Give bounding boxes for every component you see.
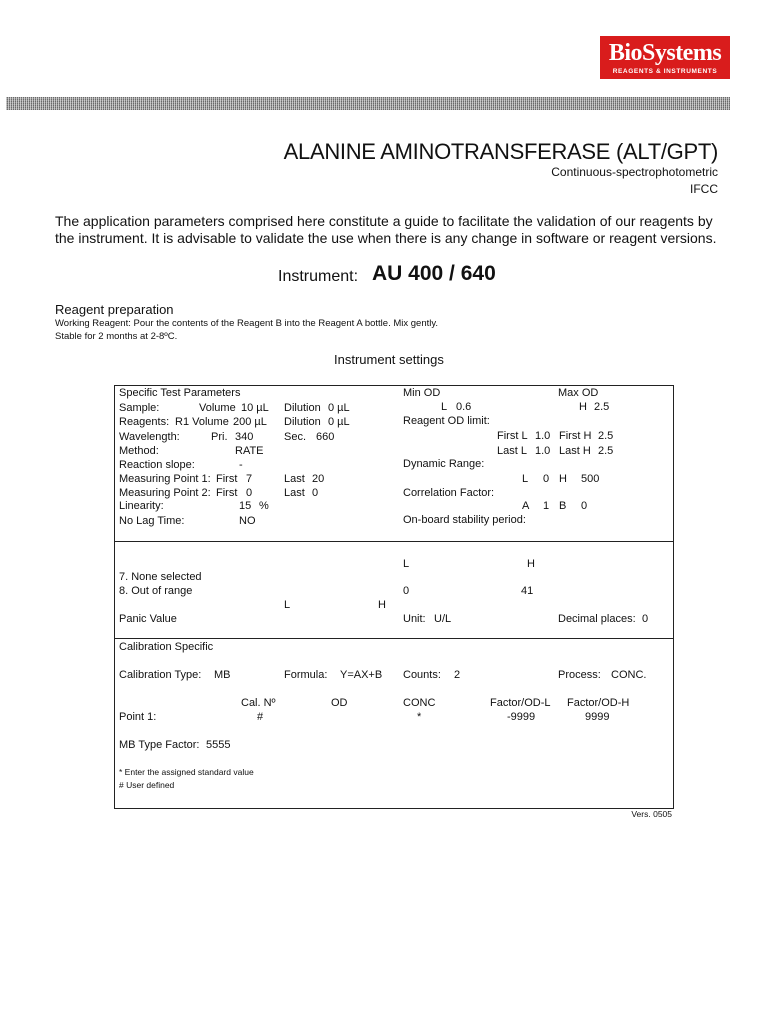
mp1-last-label: Last [284, 473, 305, 485]
dynamic-l: 0 [543, 473, 550, 485]
first-l-label: First L [497, 430, 528, 442]
option-out-of-range: 8. Out of range [119, 585, 193, 597]
last-l-label: Last L [497, 445, 527, 457]
dynamic-range-label: Dynamic Range: [403, 458, 485, 470]
stability-label: On-board stability period: [403, 514, 526, 526]
instrument-label: Instrument: [278, 268, 359, 285]
first-l: 1.0 [535, 430, 551, 442]
col-factor-h: Factor/OD-H [567, 697, 630, 709]
slope-label: Reaction slope: [119, 459, 195, 471]
process-value: CONC. [611, 669, 647, 681]
panic-value-label: Panic Value [119, 613, 177, 625]
min-od-l-label: L [441, 401, 448, 413]
intro-paragraph: The application parameters comprised here constitute a guide to facilitate the validation of our reagents by the instrument. It is advisable to validate the use when there is any change in software or reagent versions. [55, 213, 717, 246]
mb-factor-label: MB Type Factor: [119, 739, 200, 751]
correlation-a: 1 [543, 500, 550, 512]
mb-factor-value: 5555 [206, 739, 231, 751]
nolag-label: No Lag Time: [119, 515, 185, 527]
r1-volume-label: R1 Volume [175, 416, 229, 428]
table-divider-2 [114, 638, 674, 639]
max-od-label: Max OD [558, 387, 599, 399]
sample-dilution: 0 µL [328, 402, 350, 414]
logo-tagline: REAGENTS & INSTRUMENTS [612, 68, 718, 75]
specific-test-heading: Specific Test Parameters [119, 387, 241, 399]
header-band [6, 97, 730, 110]
wavelength-pri: 340 [235, 431, 254, 443]
method-value: RATE [235, 445, 264, 457]
point1-factor-h: 9999 [585, 711, 610, 723]
col-conc: CONC [403, 697, 436, 709]
unit-value: U/L [434, 613, 452, 625]
nolag-value: NO [239, 515, 256, 527]
linearity-label: Linearity: [119, 500, 164, 512]
cal-type-label: Calibration Type: [119, 669, 202, 681]
mp2-first-label: First [216, 487, 238, 499]
version-label: Vers. 0505 [631, 809, 672, 819]
wavelength-label: Wavelength: [119, 431, 180, 443]
reagents-dilution-label: Dilution [284, 416, 321, 428]
formula-value: Y=AX+B [340, 669, 383, 681]
note-user-defined: # User defined [119, 780, 175, 790]
range-h-value: 41 [521, 585, 534, 597]
sample-volume-label: Volume [199, 402, 236, 414]
mp1-label: Measuring Point 1: [119, 473, 211, 485]
mp2-label: Measuring Point 2: [119, 487, 211, 499]
linearity-value: 15 [239, 500, 252, 512]
mp1-last: 20 [312, 473, 325, 485]
method-label: Method: [119, 445, 159, 457]
sample-volume: 10 µL [241, 402, 269, 414]
process-label: Process: [558, 669, 601, 681]
range-l-value: 0 [403, 585, 410, 597]
decimal-label: Decimal places: [558, 613, 636, 625]
min-od-label: Min OD [403, 387, 441, 399]
correlation-a-label: A [522, 500, 530, 512]
r1-volume: 200 µL [233, 416, 267, 428]
correlation-b: 0 [581, 500, 588, 512]
reagent-prep-line2: Stable for 2 months at 2-8ºC. [55, 331, 178, 342]
correlation-label: Correlation Factor: [403, 487, 495, 499]
biosystems-logo [600, 36, 730, 79]
counts-value: 2 [454, 669, 461, 681]
unit-label: Unit: [403, 613, 426, 625]
counts-label: Counts: [403, 669, 441, 681]
last-h-label: Last H [559, 445, 591, 457]
reagents-dilution: 0 µL [328, 416, 350, 428]
reagents-label: Reagents: [119, 416, 170, 428]
option-none-selected: 7. None selected [119, 571, 202, 583]
wavelength-sec: 660 [316, 431, 335, 443]
col-cal-no: Cal. Nº [241, 697, 276, 709]
page-title: ALANINE AMINOTRANSFERASE (ALT/GPT) [283, 139, 718, 164]
note-assigned-value: * Enter the assigned standard value [119, 767, 254, 777]
reagent-od-label: Reagent OD limit: [403, 415, 490, 427]
mp2-last: 0 [312, 487, 319, 499]
panic-h-label: H [378, 599, 386, 611]
dynamic-l-label: L [522, 473, 529, 485]
logo-name: BioSystems [608, 40, 722, 66]
last-h: 2.5 [598, 445, 614, 457]
sample-dilution-label: Dilution [284, 402, 321, 414]
wavelength-sec-label: Sec. [284, 431, 307, 443]
decimal-value: 0 [642, 613, 649, 625]
point1-conc: * [417, 711, 422, 723]
last-l: 1.0 [535, 445, 551, 457]
max-od-h-label: H [579, 401, 587, 413]
dynamic-h: 500 [581, 473, 600, 485]
calibration-heading: Calibration Specific [119, 641, 214, 653]
formula-label: Formula: [284, 669, 328, 681]
first-h-label: First H [559, 430, 592, 442]
first-h: 2.5 [598, 430, 614, 442]
reagent-prep-line1: Working Reagent: Pour the contents of the Reagent B into the Reagent A bottle. Mix gently. [55, 318, 439, 329]
mp1-first: 7 [246, 473, 253, 485]
max-od-h: 2.5 [594, 401, 610, 413]
point1-factor-l: -9999 [507, 711, 536, 723]
method-subtitle: Continuous-spectrophotometric [551, 165, 718, 179]
dynamic-h-label: H [559, 473, 567, 485]
col-od: OD [331, 697, 348, 709]
table-divider-1 [114, 541, 674, 542]
range-h-label: H [527, 558, 535, 570]
cal-type-value: MB [214, 669, 231, 681]
correlation-b-label: B [559, 500, 567, 512]
range-l-label: L [403, 558, 410, 570]
mp2-last-label: Last [284, 487, 305, 499]
point1-label: Point 1: [119, 711, 157, 723]
mp1-first-label: First [216, 473, 238, 485]
linearity-unit: % [259, 500, 269, 512]
reagent-prep-title: Reagent preparation [55, 302, 174, 317]
sample-label: Sample: [119, 402, 160, 414]
settings-title: Instrument settings [334, 352, 444, 367]
min-od-l: 0.6 [456, 401, 472, 413]
wavelength-pri-label: Pri. [211, 431, 228, 443]
point1-cal-no: # [257, 711, 264, 723]
instrument-value: AU 400 / 640 [372, 262, 496, 285]
standard-subtitle: IFCC [690, 182, 718, 196]
panic-l-label: L [284, 599, 291, 611]
mp2-first: 0 [246, 487, 253, 499]
slope-value: - [239, 459, 243, 471]
col-factor-l: Factor/OD-L [490, 697, 551, 709]
